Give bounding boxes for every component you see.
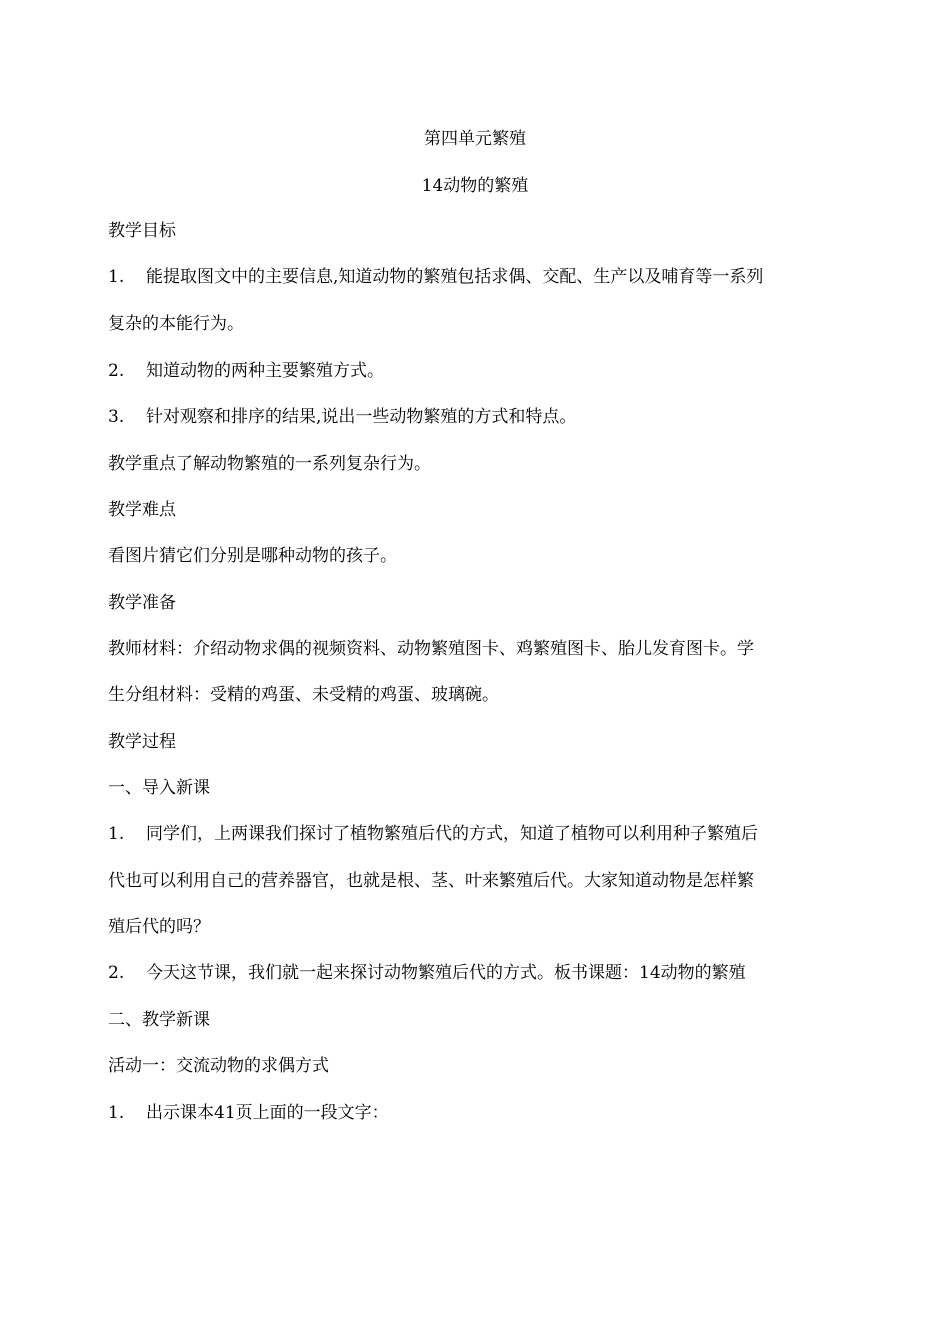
item-number: 1. xyxy=(108,824,125,844)
section1-item-1 xyxy=(108,823,758,845)
objective-item-2 xyxy=(108,360,384,382)
item-text: 出示课本41页上面的一段文字： xyxy=(146,1103,389,1123)
preparation-text-line1: 教师材料：介绍动物求偶的视频资料、动物繁殖图卡、鸡繁殖图卡、胎儿发育图卡。学 xyxy=(108,639,754,659)
activity1-heading: 活动一：交流动物的求偶方式 xyxy=(108,1056,329,1076)
section1-heading: 一、导入新课 xyxy=(108,778,210,798)
activity1-item-1 xyxy=(108,1102,389,1124)
lesson-title: 14动物的繁殖 xyxy=(421,176,529,196)
item-number: 2. xyxy=(108,963,125,983)
section1-item-1-line2: 代也可以利用自己的营养器官，也就是根、茎、叶来繁殖后代。大家知道动物是怎样繁 xyxy=(108,871,754,891)
section1-item-1-line3: 殖后代的吗？ xyxy=(108,917,210,937)
section1-item-2 xyxy=(108,962,746,984)
item-text: 同学们，上两课我们探讨了植物繁殖后代的方式，知道了植物可以利用种子繁殖后 xyxy=(146,824,758,844)
objective-number: 2. xyxy=(108,361,125,381)
key-point: 教学重点了解动物繁殖的一系列复杂行为。 xyxy=(108,454,431,474)
objective-text: 能提取图文中的主要信息,知道动物的繁殖包括求偶、交配、生产以及哺育等一系列 xyxy=(146,267,764,287)
difficulty-text: 看图片猜它们分别是哪种动物的孩子。 xyxy=(108,546,397,566)
difficulty-heading: 教学难点 xyxy=(108,500,176,520)
objective-text: 针对观察和排序的结果,说出一些动物繁殖的方式和特点。 xyxy=(146,407,577,427)
process-heading: 教学过程 xyxy=(108,732,176,752)
item-text: 今天这节课，我们就一起来探讨动物繁殖后代的方式。板书课题：14动物的繁殖 xyxy=(146,963,746,983)
objective-number: 3. xyxy=(108,407,125,427)
document-title: 第四单元繁殖 xyxy=(424,129,526,149)
objective-item-1-continued: 复杂的本能行为。 xyxy=(108,314,244,334)
objectives-heading: 教学目标 xyxy=(108,221,176,241)
objective-text: 知道动物的两种主要繁殖方式。 xyxy=(146,361,384,381)
preparation-heading: 教学准备 xyxy=(108,593,176,613)
item-number: 1. xyxy=(108,1103,125,1123)
section2-heading: 二、教学新课 xyxy=(108,1010,210,1030)
objective-item-3 xyxy=(108,406,576,428)
objective-number: 1. xyxy=(108,267,125,287)
objective-item-1 xyxy=(108,266,763,288)
preparation-text-line2: 生分组材料：受精的鸡蛋、未受精的鸡蛋、玻璃碗。 xyxy=(108,685,499,705)
